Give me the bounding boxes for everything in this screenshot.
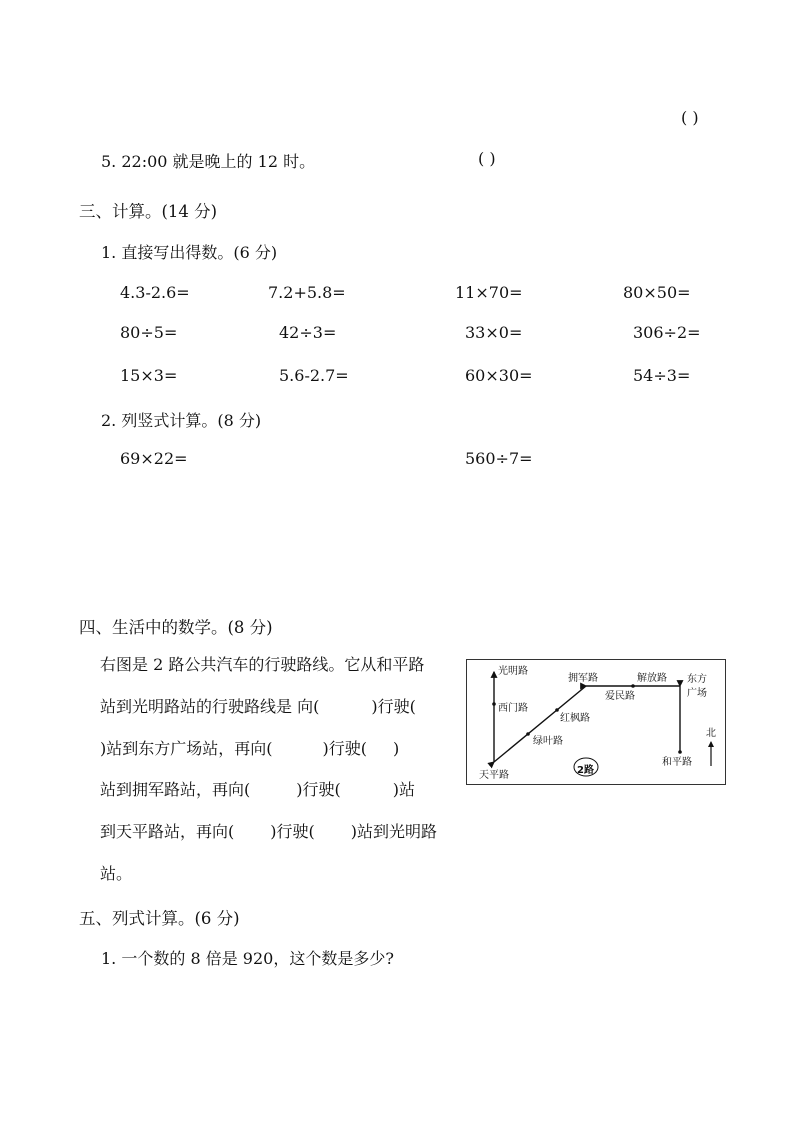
stop-label-aimin: 爱民路 <box>605 691 635 702</box>
math-item: 33×0= <box>465 323 523 342</box>
section-4-title: 四、生活中的数学。(8 分) <box>79 618 273 637</box>
vertical-calc-item: 560÷7= <box>465 449 533 468</box>
route-question-line-4 <box>100 780 415 800</box>
section-3-q1-title: 1. 直接写出得数。(6 分) <box>101 243 278 262</box>
stop-label-ximen: 西门路 <box>498 703 528 714</box>
question-5-text: 5. 22:00 就是晚上的 12 时。 <box>101 152 316 171</box>
answer-paren: ( ) <box>681 108 699 127</box>
bus-route-map <box>466 659 726 785</box>
text: )行驶( <box>270 822 315 841</box>
route-question-line-1 <box>100 655 424 675</box>
text: 站到拥军路站，再向( <box>100 780 251 799</box>
math-item: 80×50= <box>623 283 691 302</box>
text: ) <box>393 739 400 758</box>
text: 右图是 2 路公共汽车的行驶路线。它从和平路 <box>100 655 425 674</box>
math-item: 42÷3= <box>279 323 337 342</box>
math-item: 60×30= <box>465 366 533 385</box>
section-3-title: 三、计算。(14 分) <box>79 202 218 221</box>
text: 站到光明路站的行驶路线是 向( <box>100 697 320 716</box>
route-question-line-2 <box>100 697 416 717</box>
text: )行驶( <box>322 739 367 758</box>
route-question-line-6 <box>100 864 132 884</box>
math-item: 306÷2= <box>633 323 701 342</box>
text: 站。 <box>100 864 133 883</box>
route-question-line-5 <box>100 822 437 842</box>
stop-label-guangming: 光明路 <box>498 666 528 677</box>
stop-label-tianping: 天平路 <box>479 770 509 781</box>
math-item: 15×3= <box>120 366 178 385</box>
section-5-q1: 1. 一个数的 8 倍是 920，这个数是多少? <box>101 949 394 968</box>
text: )行驶( <box>371 697 416 716</box>
question-5-answer-paren: ( ) <box>478 149 496 168</box>
vertical-calc-item: 69×22= <box>120 449 188 468</box>
text: 到天平路站，再向( <box>100 822 235 841</box>
math-item: 5.6-2.7= <box>279 366 349 385</box>
math-item: 80÷5= <box>120 323 178 342</box>
stop-label-hongfeng: 红枫路 <box>560 713 590 724</box>
stop-dot <box>526 732 530 736</box>
route-question-line-3 <box>100 739 399 759</box>
math-item: 7.2+5.8= <box>268 283 346 302</box>
stop-label-dongfang-line1: 东方 <box>687 674 707 685</box>
section-5-title: 五、列式计算。(6 分) <box>79 909 240 928</box>
stop-dot <box>555 708 559 712</box>
text: )站到光明路 <box>350 822 437 841</box>
stop-label-yongjun: 拥军路 <box>568 673 598 684</box>
section-3-q2-title: 2. 列竖式计算。(8 分) <box>101 411 262 430</box>
text: )站到东方广场站，再向( <box>100 739 273 758</box>
stop-dot <box>492 702 496 706</box>
north-label: 北 <box>706 728 716 739</box>
math-item: 54÷3= <box>633 366 691 385</box>
route-segment <box>494 686 586 762</box>
route-number-badge: 2路 <box>577 765 594 776</box>
math-item: 11×70= <box>455 283 523 302</box>
text: )站 <box>392 780 415 799</box>
stop-label-jiefang: 解放路 <box>637 673 667 684</box>
text: )行驶( <box>296 780 341 799</box>
stop-label-lvye: 绿叶路 <box>533 736 563 747</box>
math-item: 4.3-2.6= <box>120 283 190 302</box>
stop-label-heping: 和平路 <box>662 757 692 768</box>
stop-label-dongfang-line2: 广场 <box>687 688 707 699</box>
